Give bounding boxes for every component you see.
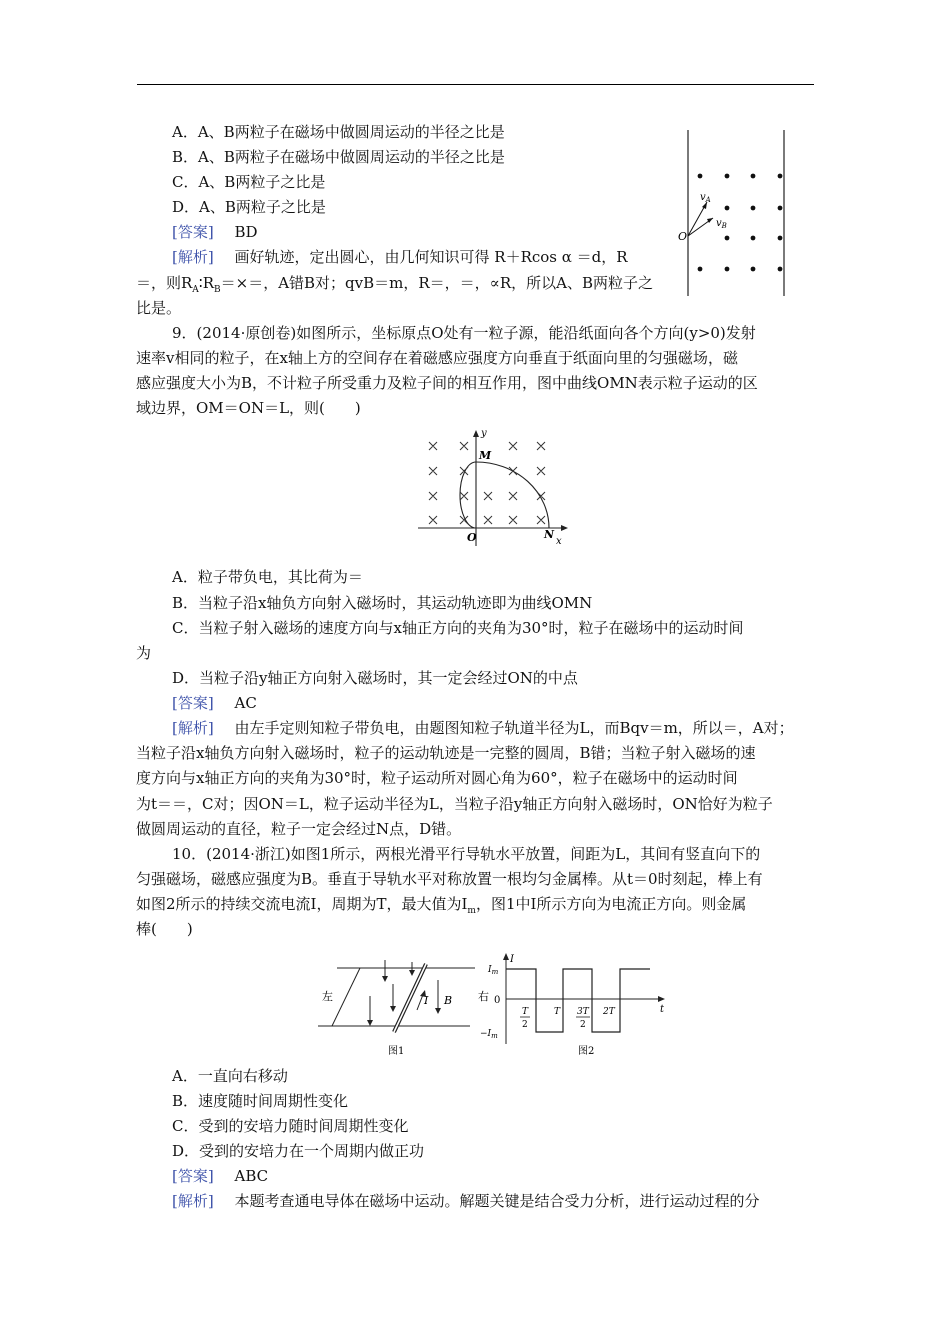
figure1-caption: 图1 <box>388 1046 405 1057</box>
tick-T2-den: 2 <box>522 1020 528 1030</box>
q10-figure2 <box>480 952 670 1062</box>
q10-stem-line1: 10．(2014·浙江)如图1所示，两根光滑平行导轨水平放置，间距为L，其间有竖直向下的 <box>172 845 761 863</box>
q10-answer-line <box>172 1165 268 1187</box>
label-right: 右 <box>478 990 489 1003</box>
q8-option-a: A．A、B两粒子在磁场中做圆周运动的半径之比是 <box>172 123 505 141</box>
q10-option-c: C．受到的安培力随时间周期性变化 <box>172 1117 409 1135</box>
header-rule <box>137 84 814 85</box>
analysis-tag: [解析] <box>172 719 214 737</box>
q8-answer-line <box>172 221 258 243</box>
label-t-axis: t <box>660 1004 665 1015</box>
q8-option-c: C．A、B两粒子之比是 <box>172 173 326 191</box>
q10-stem-line2: 匀强磁场，磁感应强度为B。垂直于导轨水平对称放置一根均匀金属棒。从t＝0时刻起，棒上有 <box>136 870 763 888</box>
q9-stem-line4: 域边界，OM＝ON＝L，则( ) <box>136 399 361 417</box>
q10-option-d: D．受到的安培力在一个周期内做正功 <box>172 1142 425 1160</box>
q8-answer: BD <box>234 223 258 241</box>
label-zero: 0 <box>494 995 501 1006</box>
q9-option-c: C．当粒子射入磁场的速度方向与x轴正方向的夹角为30°时，粒子在磁场中的运动时间 <box>172 619 744 637</box>
q10-analysis-line1: [解析] 本题考查通电导体在磁场中运动。解题关键是结合受力分析，进行运动过程的分 <box>172 1192 760 1210</box>
q8-figure <box>676 128 796 298</box>
label-origin: O <box>678 230 688 243</box>
label-N: N <box>544 528 555 541</box>
tick-T: T <box>554 1007 561 1017</box>
answer-tag: [答案] <box>172 694 214 712</box>
q8-analysis-line2: ＝，则$R_A∶R_B=\times=$，A错B对；qvB＝m，R＝，＝，∝R，所以A、B两粒子之 <box>136 274 653 295</box>
figure2-caption: 图2 <box>578 1046 595 1057</box>
label-x: x <box>556 536 562 547</box>
label-vB: $v_B$ <box>716 218 727 230</box>
tick-3T2-den: 2 <box>580 1020 586 1030</box>
q10-stem-line4: 棒( ) <box>136 920 193 938</box>
q9-analysis-line3: 度方向与x轴正方向的夹角为30°时，粒子运动所对圆心角为60°，粒子在磁场中的运动时间 <box>136 769 738 787</box>
q9-analysis-line2: 当粒子沿x轴负方向射入磁场时，粒子的运动轨迹是一完整的圆周，B错；当粒子射入磁场的速 <box>136 744 756 762</box>
q9-analysis-line5: 做圆周运动的直径，粒子一定会经过N点，D错。 <box>136 820 462 838</box>
q9-option-c-cont: 为 <box>136 644 152 662</box>
q9-option-a: A．粒子带负电，其比荷为＝ <box>172 568 363 586</box>
label-I: I <box>424 994 429 1007</box>
label-vA: $v_A$ <box>700 192 711 204</box>
q8-option-b: B．A、B两粒子在磁场中做圆周运动的半径之比是 <box>172 148 505 166</box>
q9-answer: AC <box>234 694 257 712</box>
label-I-axis: I <box>510 954 514 965</box>
q9-stem-line2: 速率v相同的粒子，在x轴上方的空间存在着磁感应强度方向垂直于纸面向里的匀强磁场，磁 <box>136 349 738 367</box>
analysis-tag: [解析] <box>172 1192 214 1210</box>
q10-option-b: B．速度随时间周期性变化 <box>172 1092 349 1110</box>
field-dots <box>698 174 783 272</box>
label-B: B <box>444 994 453 1007</box>
label-left: 左 <box>322 990 333 1003</box>
answer-tag: [答案] <box>172 223 214 241</box>
tick-T2-num: T <box>522 1007 529 1017</box>
q9-analysis-line1: [解析] 由左手定则知粒子带负电，由题图知粒子轨道半径为L，而Bqv＝m，所以＝，A对； <box>172 719 794 737</box>
label-y: y <box>481 428 487 439</box>
q8-analysis-line1: [解析] 画好轨迹，定出圆心，由几何知识可得 R＋Rcos α ＝d，R <box>172 248 628 266</box>
q9-figure <box>416 428 571 548</box>
q9-stem-line3: 感应强度大小为B，不计粒子所受重力及粒子间的相互作用，图中曲线OMN表示粒子运动的区 <box>136 374 758 392</box>
q9-analysis-line4: 为t＝＝，C对；因ON＝L，粒子运动半径为L，当粒子沿y轴正方向射入磁场时，ON恰好为粒子 <box>136 795 773 813</box>
q8-analysis-line3: 比是。 <box>136 299 182 317</box>
q10-answer: ABC <box>234 1167 269 1185</box>
label-M: M <box>479 449 492 462</box>
label-neg-Im: $-I_m$ <box>480 1029 498 1040</box>
q10-figure1 <box>310 952 500 1062</box>
region-boundary-curve <box>460 462 549 528</box>
analysis-tag: [解析] <box>172 248 214 266</box>
q10-option-a: A．一直向右移动 <box>172 1067 288 1085</box>
tick-2T: 2T <box>603 1007 615 1017</box>
q10-stem-line3: 如图2所示的持续交流电流I，周期为T，最大值为$I_m$，图1中I所示方向为电流正方向。则金属 <box>136 895 747 916</box>
label-Im: $I_m$ <box>488 965 499 976</box>
q9-option-b: B．当粒子沿x轴负方向射入磁场时，其运动轨迹即为曲线OMN <box>172 594 593 612</box>
q9-stem-line1: 9．(2014·原创卷)如图所示，坐标原点O处有一粒子源，能沿纸面向各个方向(y>0)发射 <box>172 324 756 342</box>
q9-answer-line <box>172 692 257 714</box>
q9-option-d: D．当粒子沿y轴正方向射入磁场时，其一定会经过ON的中点 <box>172 669 578 687</box>
q8-option-d: D．A、B两粒子之比是 <box>172 198 326 216</box>
label-O: O <box>467 531 477 544</box>
answer-tag: [答案] <box>172 1167 214 1185</box>
tick-3T2-num: 3T <box>577 1007 589 1017</box>
